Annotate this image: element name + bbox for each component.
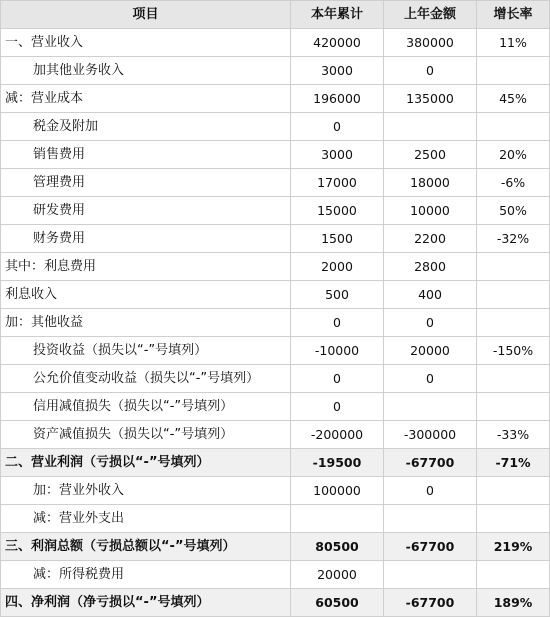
row-item: 二、营业利润（亏损以“-”号填列） [1,449,291,477]
row-previous: 0 [384,57,477,85]
row-current: 17000 [291,169,384,197]
row-previous: 380000 [384,29,477,57]
row-previous: 2500 [384,141,477,169]
row-item: 加：其他收益 [1,309,291,337]
row-current: 0 [291,393,384,421]
table-row-subtotal [1,533,550,561]
row-rate: 20% [477,141,550,169]
row-current: -200000 [291,421,384,449]
row-previous: 0 [384,477,477,505]
row-rate: -6% [477,169,550,197]
row-previous: -300000 [384,421,477,449]
row-rate [477,505,550,533]
row-current: 100000 [291,477,384,505]
row-current: 20000 [291,561,384,589]
table-row [1,253,550,281]
row-previous [384,505,477,533]
row-rate [477,365,550,393]
table-row [1,113,550,141]
row-rate [477,57,550,85]
row-rate: 45% [477,85,550,113]
row-rate [477,477,550,505]
row-current: -19500 [291,449,384,477]
row-item: 销售费用 [1,141,291,169]
row-rate: -32% [477,225,550,253]
row-previous: 135000 [384,85,477,113]
table-row [1,169,550,197]
row-rate [477,309,550,337]
table-row [1,505,550,533]
table-row [1,561,550,589]
row-item: 三、利润总额（亏损总额以“-”号填列） [1,533,291,561]
row-rate [477,253,550,281]
row-item: 加：营业外收入 [1,477,291,505]
table-row [1,197,550,225]
row-current: 80500 [291,533,384,561]
row-previous: -67700 [384,589,477,617]
table-row [1,393,550,421]
row-rate [477,393,550,421]
row-previous: -67700 [384,533,477,561]
row-item: 投资收益（损失以“-”号填列） [1,337,291,365]
row-current: 2000 [291,253,384,281]
row-item: 税金及附加 [1,113,291,141]
row-current: 15000 [291,197,384,225]
row-item: 信用减值损失（损失以“-”号填列） [1,393,291,421]
row-rate: -33% [477,421,550,449]
row-current: 3000 [291,57,384,85]
row-previous [384,561,477,589]
header-current-year: 本年累计 [291,1,384,29]
row-previous: 18000 [384,169,477,197]
row-previous: 20000 [384,337,477,365]
header-growth-rate: 增长率 [477,1,550,29]
header-item: 项目 [1,1,291,29]
row-rate: -71% [477,449,550,477]
row-item: 其中：利息费用 [1,253,291,281]
table-row [1,421,550,449]
row-item: 减：营业外支出 [1,505,291,533]
table-row-subtotal [1,449,550,477]
row-previous: 10000 [384,197,477,225]
row-item: 利息收入 [1,281,291,309]
row-rate: 50% [477,197,550,225]
row-rate [477,561,550,589]
row-current: 196000 [291,85,384,113]
table-row-total [1,589,550,617]
row-item: 管理费用 [1,169,291,197]
row-current: 0 [291,309,384,337]
row-item: 四、净利润（净亏损以“-”号填列） [1,589,291,617]
row-current: 0 [291,113,384,141]
row-current: 60500 [291,589,384,617]
row-current: 1500 [291,225,384,253]
table-row [1,85,550,113]
row-previous [384,393,477,421]
row-rate [477,113,550,141]
row-item: 一、营业收入 [1,29,291,57]
row-previous: 0 [384,309,477,337]
row-current: 3000 [291,141,384,169]
row-previous: 2200 [384,225,477,253]
table-row [1,337,550,365]
table-row [1,281,550,309]
row-previous: 400 [384,281,477,309]
table-row [1,29,550,57]
row-rate: -150% [477,337,550,365]
header-previous-year: 上年金额 [384,1,477,29]
table-row [1,141,550,169]
row-rate: 11% [477,29,550,57]
row-previous: -67700 [384,449,477,477]
row-current [291,505,384,533]
table-row [1,477,550,505]
row-item: 财务费用 [1,225,291,253]
row-item: 减：营业成本 [1,85,291,113]
row-current: 0 [291,365,384,393]
row-previous: 2800 [384,253,477,281]
row-item: 资产减值损失（损失以“-”号填列） [1,421,291,449]
row-rate [477,281,550,309]
row-item: 公允价值变动收益（损失以“-”号填列） [1,365,291,393]
row-current: 420000 [291,29,384,57]
row-item: 加其他业务收入 [1,57,291,85]
table-row [1,225,550,253]
row-current: 500 [291,281,384,309]
row-rate: 219% [477,533,550,561]
table-header-row [1,1,550,29]
row-previous [384,113,477,141]
table-row [1,57,550,85]
table-row [1,365,550,393]
row-current: -10000 [291,337,384,365]
row-item: 减：所得税费用 [1,561,291,589]
row-item: 研发费用 [1,197,291,225]
table-row [1,309,550,337]
row-rate: 189% [477,589,550,617]
row-previous: 0 [384,365,477,393]
